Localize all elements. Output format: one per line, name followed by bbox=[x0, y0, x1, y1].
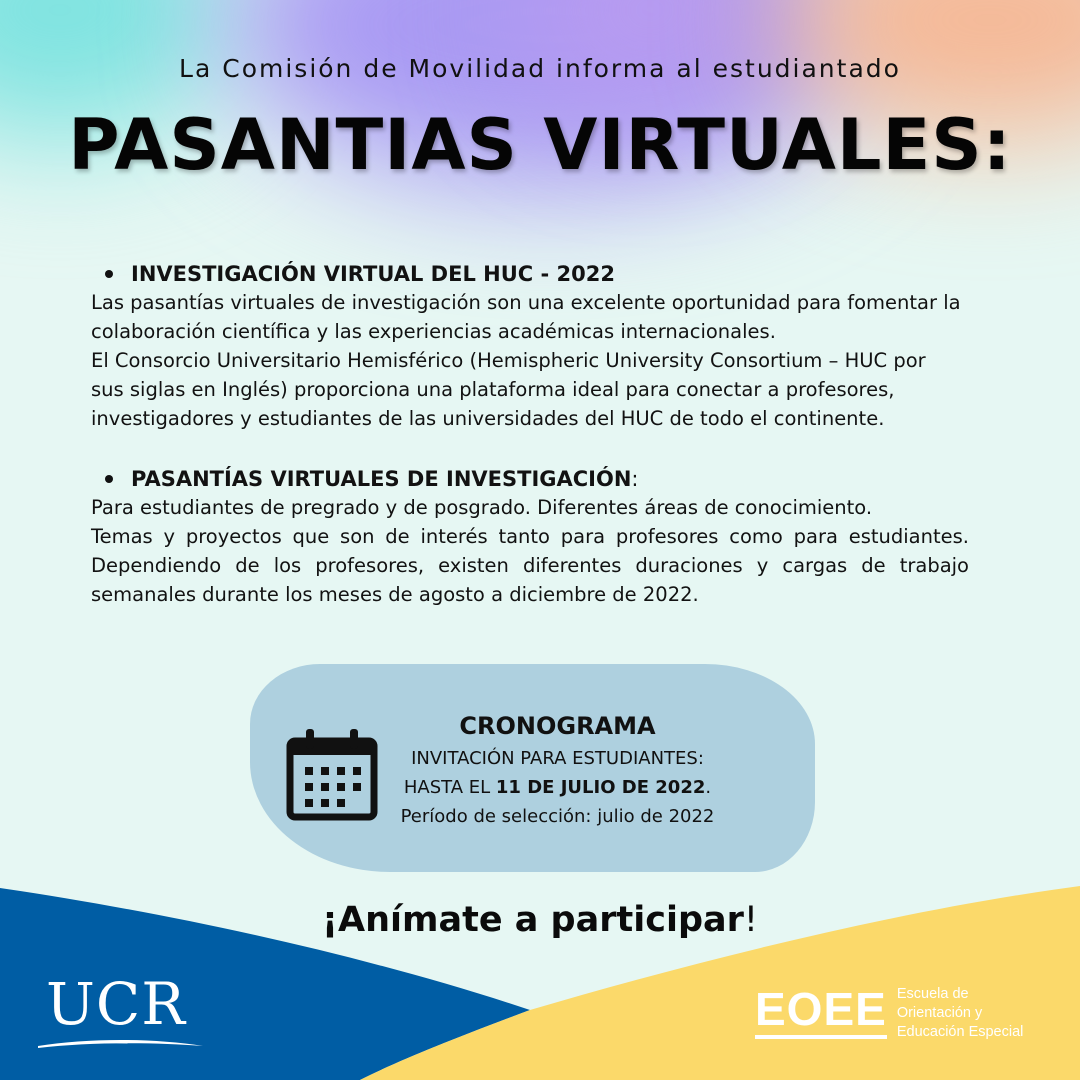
header-subtitle: La Comisión de Movilidad informa al estudiantado bbox=[179, 54, 901, 83]
eoee-line: Escuela de bbox=[896, 986, 969, 1002]
paragraph-line: colaboración científica y las experiencias académicas internacionales. bbox=[91, 320, 776, 343]
ucr-logo: UCR bbox=[46, 970, 186, 1038]
paragraph-line: El Consorcio Universitario Hemisférico (Hemispheric University Consortium – HUC por bbox=[91, 349, 926, 372]
eoee-logo bbox=[755, 985, 1023, 1042]
eoee-mark: EOEE bbox=[755, 985, 887, 1039]
bullet-icon bbox=[105, 270, 113, 278]
deadline-suffix: . bbox=[705, 777, 712, 798]
bullet-icon bbox=[105, 475, 113, 483]
paragraph-line: sus siglas en Inglés) proporciona una plataforma ideal para conectar a profesores, bbox=[91, 378, 895, 401]
page-title: PASANTIAS VIRTUALES: bbox=[68, 104, 1012, 186]
calendar-icon bbox=[284, 725, 380, 825]
section-heading: INVESTIGACIÓN VIRTUAL DEL HUC - 2022 bbox=[131, 262, 615, 286]
bullet-heading-2 bbox=[105, 467, 969, 491]
deadline-line bbox=[385, 773, 730, 802]
deadline-date: 11 DE JULIO DE 2022 bbox=[495, 777, 706, 798]
deadline-prefix: HASTA EL bbox=[403, 777, 496, 798]
heading-colon: : bbox=[631, 467, 639, 491]
section-huc bbox=[91, 262, 969, 433]
selection-line: Período de selección: julio de 2022 bbox=[400, 806, 715, 827]
cta-end: ! bbox=[743, 900, 758, 940]
section-pasantias bbox=[91, 467, 969, 609]
paragraph-line: investigadores y estudiantes de las universidades del HUC de todo el continente. bbox=[91, 407, 885, 430]
ucr-swoosh-icon bbox=[38, 1036, 203, 1050]
bullet-heading-1 bbox=[105, 262, 969, 286]
invitation-line: INVITACIÓN PARA ESTUDIANTES: bbox=[411, 748, 704, 769]
cronograma-title: CRONOGRAMA bbox=[459, 712, 656, 740]
eoee-line: Orientación y bbox=[896, 1005, 983, 1021]
paragraph-line: Las pasantías virtuales de investigación son una excelente oportunidad para fomentar la bbox=[91, 291, 961, 314]
cta-main: ¡Anímate a participar bbox=[322, 900, 744, 940]
eoee-line: Educación Especial bbox=[896, 1024, 1024, 1040]
call-to-action bbox=[0, 900, 1080, 940]
eoee-text bbox=[897, 985, 1024, 1042]
paragraph-justified: Temas y proyectos que son de interés tanto para profesores como para estudiantes. Dependiendo de los profesores, existen diferentes duraciones y cargas de trabajo semanales durante los meses de agosto a diciembre de 2022. bbox=[91, 525, 969, 606]
paragraph-line: Para estudiantes de pregrado y de posgrado. Diferentes áreas de conocimiento. bbox=[91, 496, 873, 519]
section-heading: PASANTÍAS VIRTUALES DE INVESTIGACIÓN bbox=[131, 467, 632, 491]
cronograma-text bbox=[385, 712, 730, 831]
